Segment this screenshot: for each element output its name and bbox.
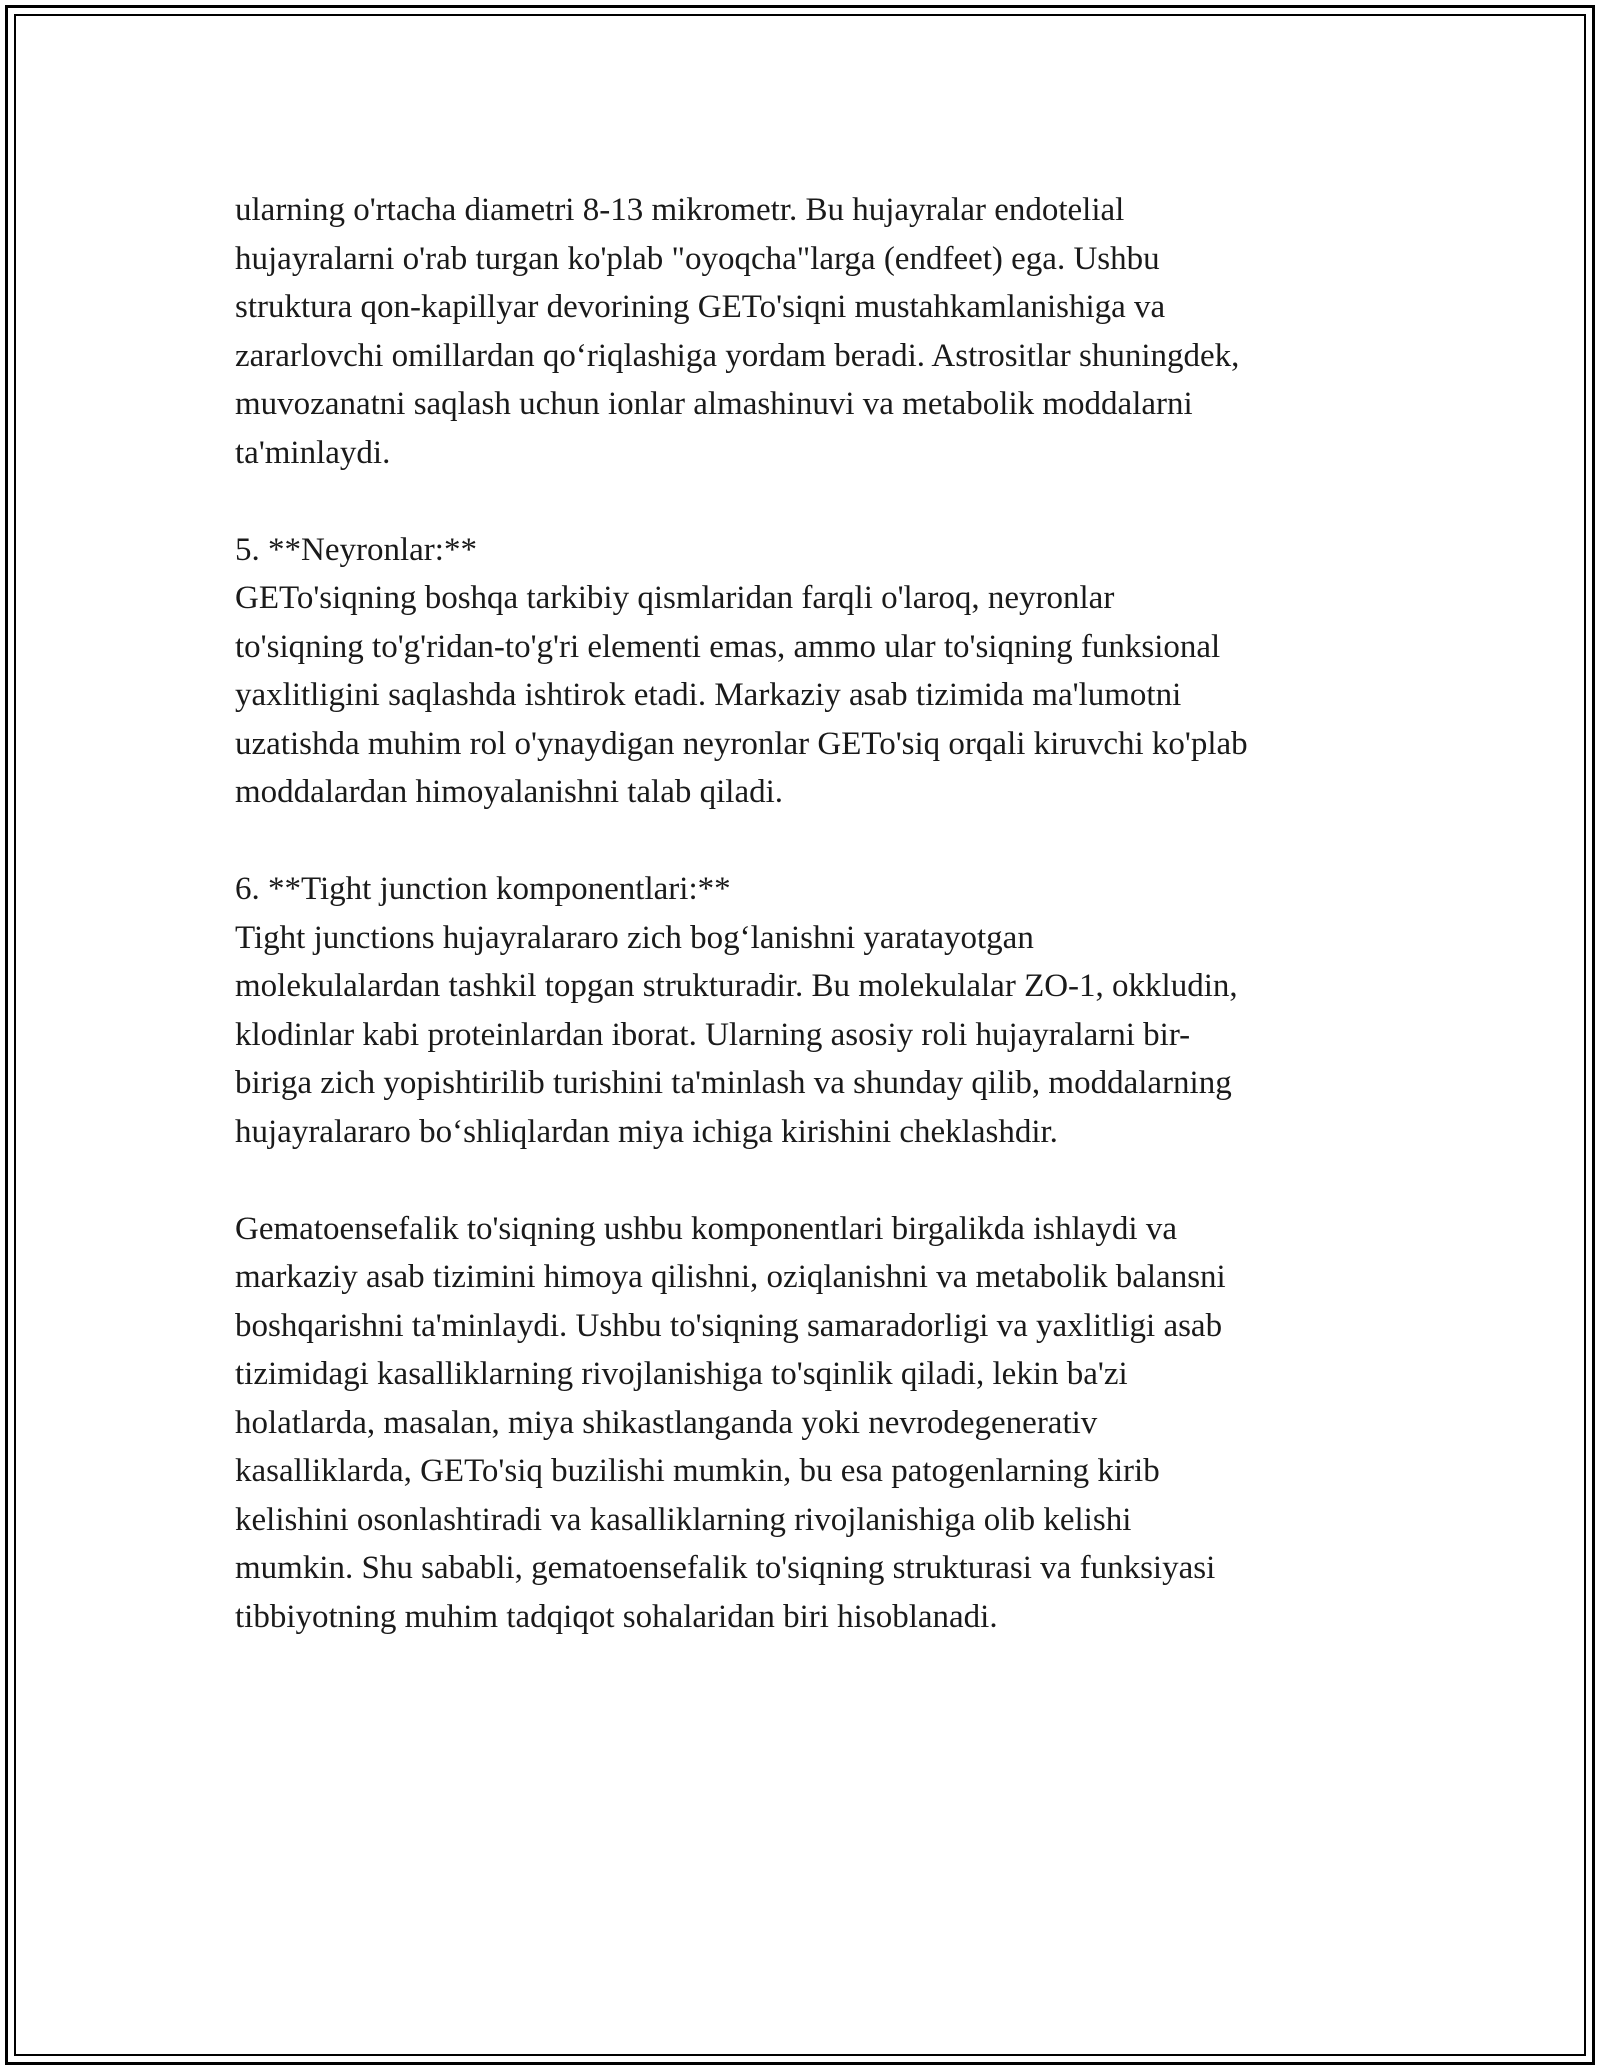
paragraph-tight-junctions: 6. **Tight junction komponentlari:** Tight junctions hujayralararo zich bog‘lanishni yaratayotgan molekulalardan tashkil topgan strukturadir. Bu molekulalar ZO-1, okkludin, klodinlar kabi proteinlardan iborat. Ularning asosiy roli hujayralarni bir- biriga zich yopishtirilib turishini ta'minlash va shunday qilib, moddalarning hujayralararo bo‘shliqlardan miya ichiga kirishini cheklashdir. (235, 871, 1238, 1150)
paragraph-conclusion: Gematoensefalik to'siqning ushbu komponentlari birgalikda ishlaydi va markaziy asab tizimini himoya qilishni, oziqlanishni va metabolik balansni boshqarishni ta'minlaydi. Ushbu to'siqning samaradorligi va yaxlitligi asab tizimidagi kasalliklarning rivojlanishiga to'sqinlik qiladi, lekin ba'zi holatlarda, masalan, miya shikastlanganda yoki nevrodegenerativ kasalliklarda, GETo'siq buzilishi mumkin, bu esa patogenlarning kirib kelishini osonlashtiradi va kasalliklarning rivojlanishiga olib kelishi mumkin. Shu sababli, gematoensefalik to'siqning strukturasi va funksiyasi tibbiyotning muhim tadqiqot sohalaridan biri hisoblanadi. (235, 1210, 1226, 1635)
paragraph-gap (235, 477, 1375, 526)
document-body (235, 186, 1375, 1641)
paragraph-astrocytes: ularning o'rtacha diametri 8-13 mikrometr. Bu hujayralar endotelial hujayralarni o'rab turgan ko'plab "oyoqcha"larga (endfeet) ega. Ushbu struktura qon-kapillyar devorining GETo'siqni mustahkamlanishiga va zararlovchi omillardan qo‘riqlashiga yordam beradi. Astrositlar shuningdek, muvozanatni saqlash uchun ionlar almashinuvi va metabolik moddalarni ta'minlaydi. (235, 192, 1240, 471)
paragraph-gap (235, 817, 1375, 866)
paragraph-gap (235, 1156, 1375, 1205)
paragraph-neurons: 5. **Neyronlar:** GETo'siqning boshqa tarkibiy qismlaridan farqli o'laroq, neyronlar to'siqning to'g'ridan-to'g'ri elementi emas, ammo ular to'siqning funksional yaxlitligini saqlashda ishtirok etadi. Markaziy asab tizimida ma'lumotni uzatishda muhim rol o'ynaydigan neyronlar GETo'siq orqali kiruvchi ko'plab moddalardan himoyalanishni talab qiladi. (235, 531, 1248, 810)
